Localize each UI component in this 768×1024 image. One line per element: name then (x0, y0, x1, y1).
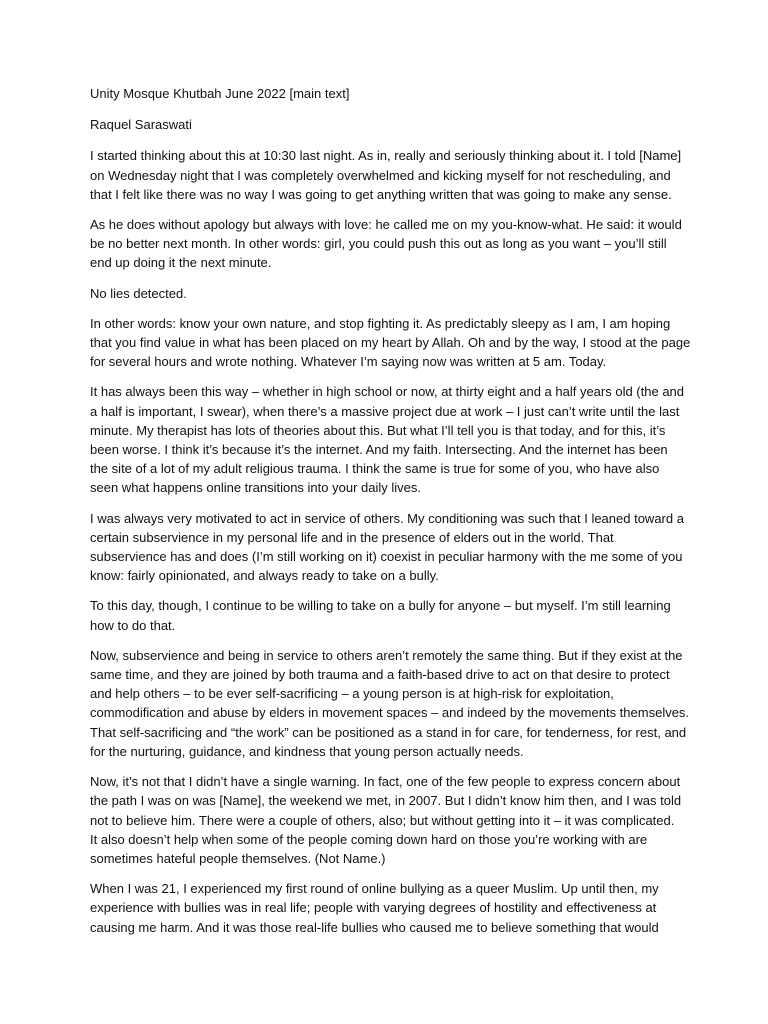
paragraph (90, 646, 690, 761)
paragraph (90, 215, 690, 273)
text-line: for the nurturing, guidance, and kindness that young person actually needs. (90, 743, 524, 759)
text-line: I started thinking about this at 10:30 last night. As in, really and seriously thinking about it. I told [Name] (90, 148, 682, 164)
text-line: It has always been this way – whether in high school or now, at thirty eight and a half years old (the and (90, 384, 685, 400)
text-line: When I was 21, I experienced my first round of online bullying as a queer Muslim. Up until then, my (90, 881, 659, 897)
text-line: end up doing it the next minute. (90, 255, 272, 271)
text-line: be no better next month. In other words: girl, you could push this out as long as you want – you’ll still (90, 236, 667, 252)
text-line: subservience has and does (I’m still working on it) coexist in peculiar harmony with the me some of you (90, 549, 683, 565)
document-title: Unity Mosque Khutbah June 2022 [main text] (90, 86, 350, 101)
text-line: been worse. I think it’s because it’s the internet. And my faith. Intersecting. And the internet has been (90, 442, 668, 458)
document-page (90, 84, 690, 948)
text-line: same time, and they are joined by both trauma and a faith-based drive to act on that desire to protect (90, 667, 670, 683)
text-line: minute. My therapist has lots of theories about this. But what I’ll tell you is that today, and for this, it’s (90, 422, 666, 438)
text-line: a half is important, I swear), when there’s a massive project due at work – I just can’t write until the last (90, 403, 680, 419)
text-line: experience with bullies was in real life; people with varying degrees of hostility and effectiveness at (90, 900, 657, 916)
text-line: commodification and abuse by elders in movement spaces – and indeed by the movements themselves. (90, 705, 690, 721)
paragraph (90, 772, 690, 868)
text-line: the site of a lot of my adult religious trauma. I think the same is true for some of you, who have also (90, 461, 660, 477)
paragraph (90, 596, 690, 634)
text-line: certain subservience in my personal life and in the presence of elders out in the world. That (90, 529, 614, 545)
text-line: not to believe him. There were a couple of others, also; but without getting into it – it was complicated. (90, 812, 675, 828)
text-line: I was always very motivated to act in service of others. My conditioning was such that I leaned toward a (90, 510, 684, 526)
paragraph (90, 509, 690, 586)
paragraph (90, 879, 690, 937)
text-line: No lies detected. (90, 285, 187, 301)
paragraph (90, 284, 690, 303)
text-line: for several hours and wrote nothing. Whatever I’m saying now was written at 5 am. Today. (90, 354, 607, 370)
text-line: sometimes hateful people themselves. (Not Name.) (90, 850, 386, 866)
text-line: It also doesn’t help when some of the people coming down hard on those you’re working with are (90, 831, 648, 847)
text-line: seen what happens online transitions into your daily lives. (90, 480, 421, 496)
text-line: know: fairly opinionated, and always ready to take on a bully. (90, 568, 439, 584)
text-line: the path I was on was [Name], the weekend we met, in 2007. But I didn’t know him then, and I was told (90, 793, 682, 809)
text-line: and help others – to be ever self-sacrificing – a young person is at high-risk for exploitation, (90, 686, 614, 702)
text-line: That self-sacrificing and “the work” can be positioned as a stand in for care, for tenderness, for rest, and (90, 724, 687, 740)
text-line: Now, subservience and being in service to others aren’t remotely the same thing. But if they exist at the (90, 647, 683, 663)
text-line: that I felt like there was no way I was going to get anything written that was going to make any sense. (90, 186, 672, 202)
body-text (90, 146, 690, 936)
paragraph (90, 382, 690, 497)
text-line: on Wednesday night that I was completely overwhelmed and kicking myself for not rescheduling, and (90, 167, 671, 183)
text-line: that you find value in what has been placed on my heart by Allah. Oh and by the way, I stood at the page (90, 335, 691, 351)
text-line: To this day, though, I continue to be willing to take on a bully for anyone – but myself. I’m still learning (90, 598, 671, 614)
text-line: how to do that. (90, 617, 176, 633)
text-line: causing me harm. And it was those real-life bullies who caused me to believe something that would (90, 919, 659, 935)
paragraph (90, 314, 690, 372)
text-line: In other words: know your own nature, and stop fighting it. As predictably sleepy as I am, I am hoping (90, 315, 671, 331)
paragraph (90, 146, 690, 204)
author-name: Raquel Saraswati (90, 117, 192, 133)
text-line: Now, it’s not that I didn’t have a single warning. In fact, one of the few people to express concern about (90, 774, 681, 790)
text-line: As he does without apology but always with love: he called me on my you-know-what. He said: it would (90, 217, 682, 233)
